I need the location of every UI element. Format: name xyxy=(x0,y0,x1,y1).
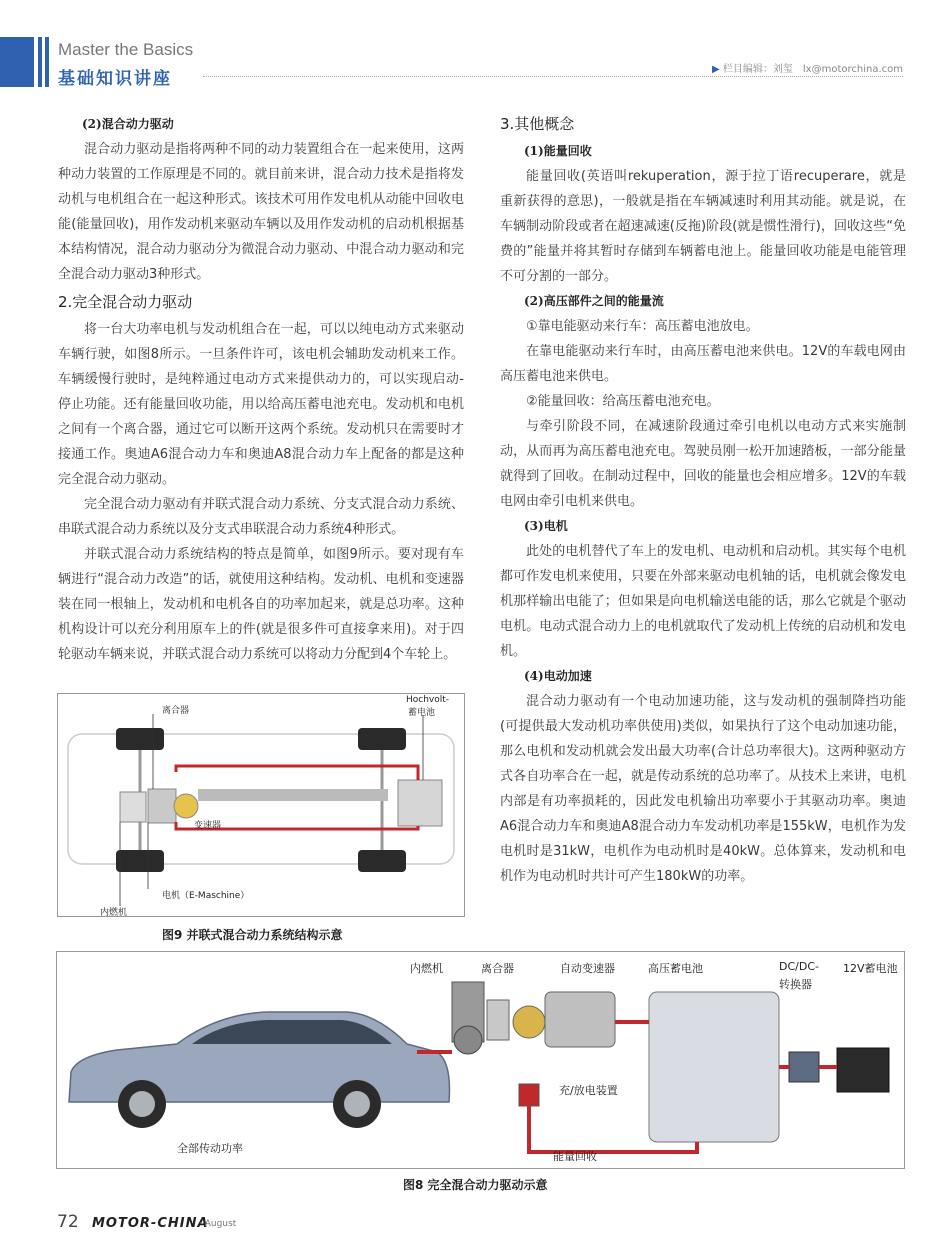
section-en-title: Master the Basics xyxy=(58,40,194,59)
list-item: ②能量回收：给高压蓄电池充电。 xyxy=(526,394,720,409)
column-editor xyxy=(706,60,903,75)
subsection-title: (4)电动加速 xyxy=(524,669,592,683)
figure-9-caption: 图9 并联式混合动力系统结构示意 xyxy=(162,928,343,942)
full-hybrid-diagram xyxy=(57,952,904,1168)
subsection-title: (2)高压部件之间的能量流 xyxy=(524,294,664,308)
subsection-title: (2)混合动力驱动 xyxy=(82,117,174,131)
paragraph: 此处的电机替代了车上的发电机、电动机和启动机。其实每个电机都可作发电机来使用，只要在外部来驱动电机轴的话，电机就会像发电机那样输出电能了；但如果是向电机输送电能的话，那么它就是个驱动电机。电动式混合动力上的电机就取代了发动机上传统的启动机和发电机。 xyxy=(500,544,906,659)
editor-text: 栏目编辑：刘玺 lx@motorchina.com xyxy=(722,64,903,75)
figure-9-parallel-hybrid xyxy=(57,693,465,917)
paragraph: 混合动力驱动是指将两种不同的动力装置组合在一起来使用，这两种动力装置的工作原理是不同的。就目前来讲，混合动力技术是指将发动机与电机组合在一起这种形式。该技术可用作发电机从动能中回收电能(能量回收)，用作发动机来驱动车辆以及用作发动机的启动机根据基本结构情况，混合动力驱动分为微混合动力驱动、中混合动力驱动和完全混合动力驱动3种形式。 xyxy=(58,142,464,282)
paragraph: 完全混合动力驱动有并联式混合动力系统、分支式混合动力系统、串联式混合动力系统以及分支式串联混合动力系统4种形式。 xyxy=(58,497,464,537)
triangle-icon: ▶ xyxy=(712,64,720,75)
header-logo-bars xyxy=(0,37,50,87)
section-cn-title: 基础知识讲座 xyxy=(58,69,172,89)
paragraph: 能量回收(英语叫rekuperation，源于拉丁语recuperare，就是重新获得的意思)，一般就是指在车辆减速时利用其动能。就是说，在车辆制动阶段或者在超速减速(反拖)阶段(就是惯性滑行)，回收这些“免费的”能量并将其暂时存储到车辆蓄电池上。能量回收功能是电能管理不可分割的一部分。 xyxy=(500,169,906,284)
label-clutch: 离合器 xyxy=(481,962,514,975)
paragraph: 在靠电能驱动来行车时，由高压蓄电池来供电。12V的车载电网由高压蓄电池来供电。 xyxy=(500,344,906,384)
label-12v-battery: 12V蓄电池 xyxy=(843,962,898,975)
label-engine: 内燃机 xyxy=(410,962,443,975)
label-gearbox: 变速器 xyxy=(194,821,222,831)
paragraph: 混合动力驱动有一个电动加速功能，这与发动机的强制降挡功能(可提供最大发动机功率供使用)类似，如果执行了这个电动加速功能，那么电机和发动机就会发出最大功率(合计总功率很大)。这两种驱动方式各自功率合在一起，就是传动系统的总功率了。从技术上来讲，电机内部是有功率损耗的，因此发电机输出功率要小于其驱动功率。奥迪A6混合动力车和奥迪A8混合动力车发动机功率是155kW，电机作为发电机时是31kW，电机作为电动机时是40kW。总体算来，发动机和电机作为电动机时共计可产生180kW的功率。 xyxy=(500,694,906,884)
label-clutch: 离合器 xyxy=(162,706,190,716)
section-heading: 3.其他概念 xyxy=(500,115,575,133)
subsection-title: (3)电机 xyxy=(524,519,568,533)
drivetrain-diagram xyxy=(58,694,464,916)
magazine-logo: MOTOR-CHINA xyxy=(92,1216,209,1231)
label-auto-transmission: 自动变速器 xyxy=(560,962,615,975)
list-item: ①靠电能驱动来行车：高压蓄电池放电。 xyxy=(526,319,759,334)
section-heading: 2.完全混合动力驱动 xyxy=(58,293,193,311)
label-total-power: 全部传动功率 xyxy=(177,1142,243,1155)
left-column xyxy=(58,112,464,667)
label-battery-1: Hochvolt- xyxy=(406,695,450,705)
label-hv-battery: 高压蓄电池 xyxy=(648,962,703,975)
issue-month: · August xyxy=(199,1219,237,1229)
label-emotor: 电机（E-Maschine） xyxy=(162,891,250,901)
label-charger: 充/放电装置 xyxy=(559,1084,618,1097)
paragraph: 与牵引阶段不同，在减速阶段通过牵引电机以电动方式来实施制动，从而再为高压蓄电池充电。驾驶员刚一松开加速踏板，一部分能量就得到了回收。在制动过程中，回收的能量也会相应增多。12V的车载电网由牵引电机来供电。 xyxy=(500,419,906,509)
label-engine: 内燃机 xyxy=(100,908,128,918)
label-energy-recovery: 能量回收 xyxy=(553,1150,597,1163)
figure-8-caption: 图8 完全混合动力驱动示意 xyxy=(403,1178,548,1192)
paragraph: 将一台大功率电机与发动机组合在一起，可以以纯电动方式来驱动车辆行驶，如图8所示。一旦条件许可，该电机会辅助发动机来工作。车辆缓慢行驶时，是纯粹通过电动方式来提供动力的，可以实现启动-停止功能。还有能量回收功能，用以给高压蓄电池充电。发动机和电机之间有一个离合器，通过它可以断开这两个系统。发动机只在需要时才接通工作。奥迪A6混合动力车和奥迪A8混合动力车上配备的都是这种完全混合动力驱动。 xyxy=(58,322,464,487)
page-number: 72 xyxy=(57,1212,79,1232)
label-dcdc-2: 转换器 xyxy=(779,978,812,991)
paragraph: 并联式混合动力系统结构的特点是简单，如图9所示。要对现有车辆进行“混合动力改造”的话，就使用这种结构。发动机、电机和变速器装在同一根轴上，发动机和电机各自的功率加起来，就是总功率。这种机构设计可以充分利用原车上的件(就是很多件可直接拿来用)。对于四轮驱动车辆来说，并联式混合动力系统可以将动力分配到4个车轮上。 xyxy=(58,547,464,662)
label-dcdc-1: DC/DC- xyxy=(779,960,819,973)
figure-8-full-hybrid xyxy=(56,951,905,1169)
right-column xyxy=(500,112,906,889)
subsection-title: (1)能量回收 xyxy=(524,144,592,158)
header-divider xyxy=(203,76,903,77)
label-battery-2: 蓄电池 xyxy=(408,708,436,718)
